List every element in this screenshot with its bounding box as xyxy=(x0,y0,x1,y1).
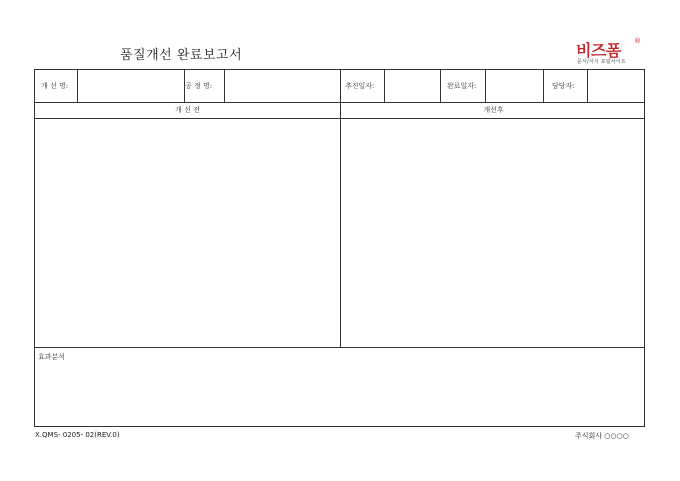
process-name-label-cell xyxy=(185,70,225,102)
before-after-body xyxy=(35,119,644,347)
completion-date-label: 완료일자: xyxy=(447,82,477,90)
bizforms-logo xyxy=(565,38,650,68)
completion-date-field[interactable] xyxy=(486,70,544,102)
manager-label-cell xyxy=(544,70,588,102)
after-header: 개선후 xyxy=(483,106,504,114)
logo-subtitle: 문서/서식 포털사이트 xyxy=(577,59,626,65)
report-form xyxy=(34,69,645,427)
effect-divider xyxy=(35,347,644,348)
info-row xyxy=(35,70,644,103)
after-content-area[interactable] xyxy=(341,119,646,347)
manager-label: 담당자: xyxy=(552,82,575,90)
registered-mark: ® xyxy=(634,37,641,45)
improvement-name-label: 개 선 명: xyxy=(41,82,69,90)
manager-field[interactable] xyxy=(588,70,646,102)
start-date-label: 추진일자: xyxy=(345,82,375,90)
process-name-label: 공 정 명: xyxy=(185,82,213,90)
effect-content-area[interactable] xyxy=(35,364,644,426)
before-header: 개 선 전 xyxy=(175,106,200,114)
start-date-label-cell xyxy=(341,70,385,102)
logo-text: 비즈폼 xyxy=(576,41,621,60)
page-title: 품질개선 완료보고서 xyxy=(120,48,243,63)
document-code: X.QMS- 0205- 02(REV.0) xyxy=(35,431,120,439)
before-content-area[interactable] xyxy=(35,119,340,347)
improvement-name-label-cell xyxy=(35,70,78,102)
start-date-field[interactable] xyxy=(385,70,441,102)
effect-analysis-label: 효과분석 xyxy=(38,353,66,361)
company-name: 주식회사 ○○○○ xyxy=(575,432,629,440)
process-name-field[interactable] xyxy=(225,70,341,102)
completion-date-label-cell xyxy=(441,70,486,102)
improvement-name-field[interactable] xyxy=(78,70,185,102)
